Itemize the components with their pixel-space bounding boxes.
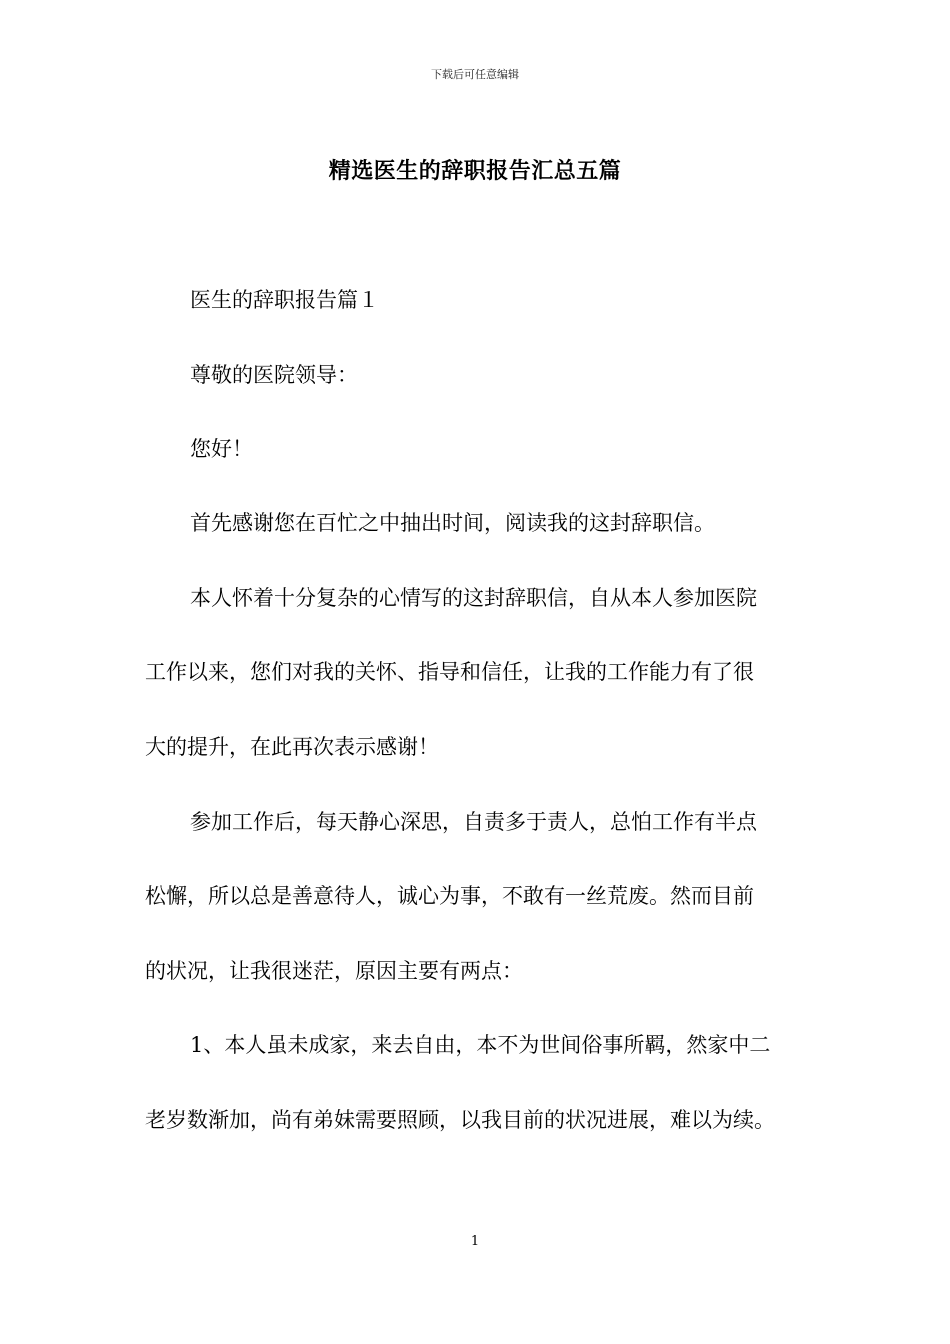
salutation: 尊敬的医院领导： (190, 363, 358, 387)
paragraph-line: 1、本人虽未成家，来去自由，本不为世间俗事所羁，然家中二 (190, 1033, 771, 1057)
paragraph-line: 本人怀着十分复杂的心情写的这封辞职信，自从本人参加医院 (190, 586, 757, 610)
header-note: 下载后可任意编辑 (431, 68, 519, 81)
section-heading: 医生的辞职报告篇１ (190, 288, 379, 312)
page-number: 1 (470, 1234, 480, 1249)
paragraph-line: 参加工作后，每天静心深思，自责多于责人，总怕工作有半点 (190, 810, 757, 834)
paragraph-line: 的状况，让我很迷茫，原因主要有两点： (145, 959, 523, 983)
document-title: 精选医生的辞职报告汇总五篇 (328, 158, 622, 184)
paragraph-line: 大的提升，在此再次表示感谢！ (145, 735, 439, 759)
paragraph-line: 老岁数渐加，尚有弟妹需要照顾，以我目前的状况进展，难以为续。 (145, 1108, 775, 1132)
greeting: 您好！ (190, 437, 253, 461)
paragraph-line: 工作以来，您们对我的关怀、指导和信任，让我的工作能力有了很 (145, 660, 754, 684)
paragraph-line: 首先感谢您在百忙之中抽出时间，阅读我的这封辞职信。 (190, 511, 715, 535)
paragraph-line: 松懈，所以总是善意待人，诚心为事，不敢有一丝荒废。然而目前 (145, 884, 754, 908)
